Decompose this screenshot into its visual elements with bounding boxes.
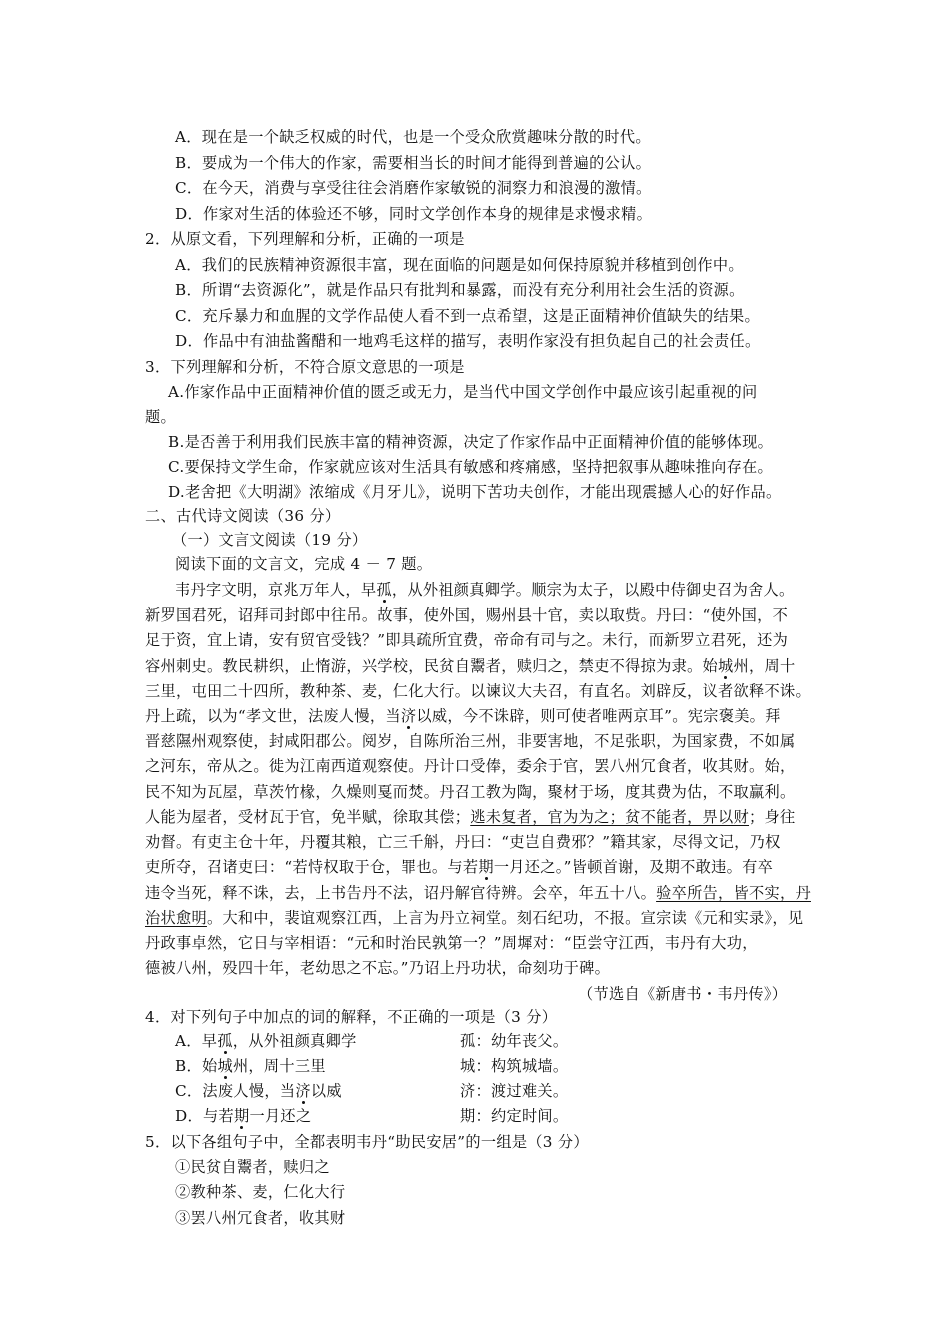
dotted-word: 期 [233, 1107, 250, 1125]
underlined-sentence: 治状愈明 [145, 909, 207, 927]
reading-instruction: 阅读下面的文言文，完成 4 － 7 题。 [175, 555, 433, 573]
dotted-word: 孤 [217, 1032, 233, 1050]
passage-line: 违令当死，释不诛，去，上书告丹不法，诏丹解官待辨。会卒，年五十八。验卒所告，皆不实，丹 [145, 884, 811, 902]
q1-option-a: A．现在是一个缺乏权威的时代，也是一个受众欣赏趣味分散的时代。 [175, 128, 651, 146]
underlined-sentence: 验卒所告，皆不实，丹 [656, 884, 811, 902]
q4-option-b: B．始城州，周十三里 [175, 1057, 326, 1075]
passage-line: 韦丹字文明，京兆万年人，早孤，从外祖颜真卿学。顺宗为太子，以殿中侍御史召为舍人。 [175, 581, 795, 599]
q4-gloss-a: 孤：幼年丧父。 [460, 1032, 569, 1050]
dotted-word: 孤 [376, 581, 392, 599]
q2-option-d: D．作品中有油盐酱醋和一地鸡毛这样的描写，表明作家没有担负起自己的社会责任。 [175, 332, 761, 350]
passage-line: 新罗国君死，诏拜司封郎中往吊。故事，使外国，赐州县十官，卖以取赀。丹曰：“使外国，不 [145, 606, 789, 624]
q3-option-a-line1: A.作家作品中正面精神价值的匮乏或无力，是当代中国文学创作中最应该引起重视的问 [168, 383, 758, 401]
passage-line: 民不知为瓦屋，草茨竹椽，久燥则戛而焚。丹召工教为陶，聚材于场，度其费为估，不取赢利。 [145, 783, 796, 801]
section-heading: 二、古代诗文阅读（36 分） [145, 507, 341, 525]
dotted-word: 城 [718, 657, 734, 675]
dotted-word: 济 [400, 707, 417, 725]
q5-item-3: ③罢八州冗食者，收其财 [175, 1209, 346, 1227]
passage-line: 容州刺史。教民耕织，止惰游，兴学校，民贫自鬻者，赎归之，禁吏不得掠为隶。始城州，周十 [145, 657, 796, 675]
q2-stem: 2．从原文看，下列理解和分析，正确的一项是 [145, 230, 465, 248]
q2-option-c: C．充斥暴力和血腥的文学作品使人看不到一点希望，这是正面精神价值缺失的结果。 [175, 307, 760, 325]
dotted-word: 城 [217, 1057, 233, 1075]
q4-stem: 4．对下列句子中加点的词的解释，不正确的一项是（3 分） [145, 1008, 558, 1026]
q1-option-d: D．作家对生活的体验还不够，同时文学创作本身的规律是求慢求精。 [175, 205, 653, 223]
dotted-word: 济 [295, 1082, 311, 1100]
q3-stem: 3．下列理解和分析，不符合原文意思的一项是 [145, 358, 465, 376]
underlined-sentence: 逃未复者，官为为之；贫不能者，畀以财 [470, 808, 750, 826]
q3-option-d: D.老舍把《大明湖》浓缩成《月牙儿》，说明下苦功夫创作，才能出现震撼人心的好作品。 [168, 483, 782, 501]
q5-item-1: ①民贫自鬻者，赎归之 [175, 1158, 330, 1176]
q2-option-b: B．所谓“去资源化”，就是作品只有批判和暴露，而没有充分利用社会生活的资源。 [175, 281, 745, 299]
q3-option-a-line2: 题。 [145, 408, 176, 426]
q5-stem: 5．以下各组句子中，全都表明韦丹“助民安居”的一组是（3 分） [145, 1133, 589, 1151]
passage-line: 晋慈隰州观察使，封咸阳郡公。阅岁，自陈所治三州，非要害地，不足张职，为国家费，不如属 [145, 732, 796, 750]
passage-line: 三里，屯田二十四所，教种茶、麦，仁化大行。以谏议大夫召，有直名。刘辟反，议者欲释不诛。 [145, 682, 811, 700]
q1-option-c: C．在今天，消费与享受往往会消磨作家敏锐的洞察力和浪漫的激情。 [175, 179, 652, 197]
passage-line: 丹政事卓然，它日与宰相语：“元和时治民孰第一？”周墀对：“臣尝守江西，韦丹有大功， [145, 934, 758, 952]
q2-option-a: A．我们的民族精神资源很丰富，现在面临的问题是如何保持原貌并移植到创作中。 [175, 256, 744, 274]
passage-line: 治状愈明。大和中，裴谊观察江西，上言为丹立祠堂。刻石纪功，不报。宣宗读《元和实录》，见 [145, 909, 804, 927]
q4-option-d: D．与若期一月还之 [175, 1107, 312, 1125]
passage-line: 劝督。有吏主仓十年，丹覆其粮，亡三千斛，丹曰：“吏岂自费邪？”籍其家，尽得文记，乃权 [145, 833, 781, 851]
passage-line: 德被八州，殁四十年，老幼思之不忘。”乃诏上丹功状，命刻功于碑。 [145, 959, 611, 977]
passage-line: 人能为屋者，受材瓦于官，免半赋，徐取其偿；逃未复者，官为为之；贫不能者，畀以财；身往 [145, 808, 796, 826]
passage-line: 丹上疏，以为“孝文世，法废人慢，当济以威，今不诛辟，则可使者唯两京耳”。宪宗褒美。拜 [145, 707, 781, 725]
q4-gloss-c: 济：渡过难关。 [460, 1082, 569, 1100]
q3-option-c: C.要保持文学生命，作家就应该对生活具有敏感和疼痛感，坚持把叙事从趣味推向存在。 [168, 458, 774, 476]
q4-gloss-b: 城：构筑城墙。 [460, 1057, 569, 1075]
subsection-heading: （一）文言文阅读（19 分） [172, 531, 368, 549]
q3-option-b: B.是否善于利用我们民族丰富的精神资源，决定了作家作品中正面精神价值的能够体现。 [168, 433, 774, 451]
passage-source: （节选自《新唐书・韦丹传》） [578, 985, 788, 1003]
dotted-word: 期 [478, 858, 494, 876]
passage-line: 吏所夺，召诸吏曰：“若恃权取于仓，罪也。与若期一月还之。”皆顿首谢，及期不敢违。有卒 [145, 858, 774, 876]
q5-item-2: ②教种茶、麦，仁化大行 [175, 1183, 346, 1201]
q4-gloss-d: 期：约定时间。 [460, 1107, 569, 1125]
q1-option-b: B．要成为一个伟大的作家，需要相当长的时间才能得到普遍的公认。 [175, 154, 652, 172]
passage-line: 之河东，帝从之。徙为江南西道观察使。丹计口受俸，委余于官，罢八州冗食者，收其财。始， [145, 757, 796, 775]
q4-option-c: C．法废人慢，当济以威 [175, 1082, 342, 1100]
passage-line: 足于资，宜上请，安有贸官受钱？”即具疏所宜费，帝命有司与之。未行，而新罗立君死，还为 [145, 631, 789, 649]
q4-option-a: A．早孤，从外祖颜真卿学 [175, 1032, 357, 1050]
